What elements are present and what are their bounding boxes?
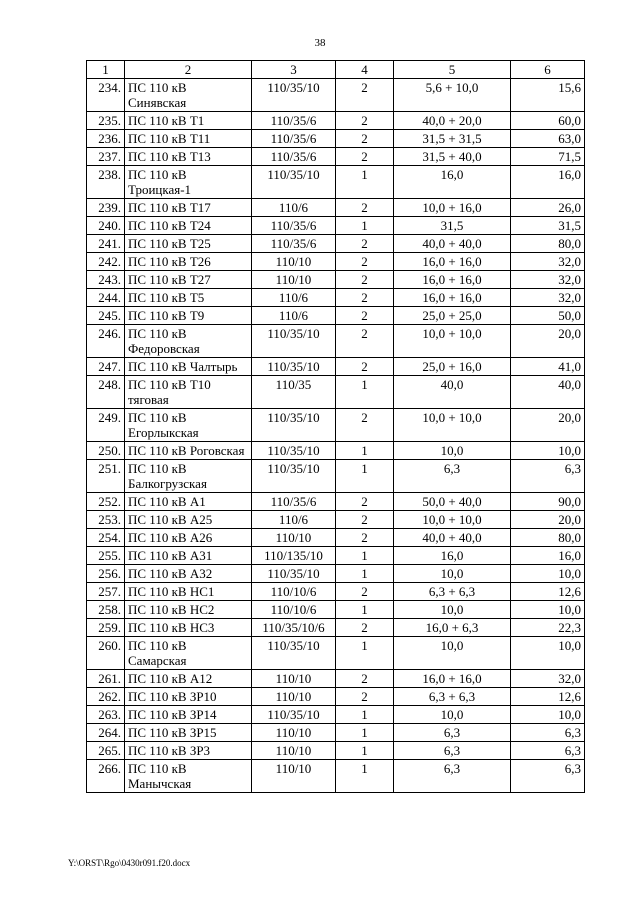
transformer-count-cell: 1 xyxy=(336,760,394,793)
table-header-row xyxy=(87,61,585,79)
transformer-power-cell: 6,3 xyxy=(394,742,511,760)
total-power-cell: 6,3 xyxy=(511,724,585,742)
row-number-cell: 241. xyxy=(87,235,125,253)
total-power-cell: 15,6 xyxy=(511,79,585,112)
table-row xyxy=(87,112,585,130)
transformer-power-cell: 10,0 + 10,0 xyxy=(394,325,511,358)
row-number-cell: 253. xyxy=(87,511,125,529)
transformer-count-cell: 2 xyxy=(336,358,394,376)
transformer-count-cell: 1 xyxy=(336,460,394,493)
voltage-class-cell: 110/6 xyxy=(252,199,336,217)
table-row xyxy=(87,442,585,460)
substation-name-cell: ПС 110 кВ А31 xyxy=(125,547,252,565)
table-row xyxy=(87,166,585,199)
header-col-6: 6 xyxy=(511,61,585,79)
header-col-1: 1 xyxy=(87,61,125,79)
transformer-power-cell: 31,5 xyxy=(394,217,511,235)
transformer-count-cell: 1 xyxy=(336,565,394,583)
table-row xyxy=(87,547,585,565)
row-number-cell: 251. xyxy=(87,460,125,493)
total-power-cell: 80,0 xyxy=(511,235,585,253)
total-power-cell: 31,5 xyxy=(511,217,585,235)
table-row xyxy=(87,409,585,442)
voltage-class-cell: 110/35/10 xyxy=(252,358,336,376)
transformer-power-cell: 6,3 xyxy=(394,760,511,793)
transformer-power-cell: 40,0 + 40,0 xyxy=(394,529,511,547)
row-number-cell: 264. xyxy=(87,724,125,742)
header-col-5: 5 xyxy=(394,61,511,79)
table-row xyxy=(87,601,585,619)
table-row xyxy=(87,670,585,688)
substation-name-cell: ПС 110 кВ Т13 xyxy=(125,148,252,166)
voltage-class-cell: 110/10/6 xyxy=(252,583,336,601)
voltage-class-cell: 110/35/6 xyxy=(252,148,336,166)
total-power-cell: 10,0 xyxy=(511,637,585,670)
row-number-cell: 237. xyxy=(87,148,125,166)
voltage-class-cell: 110/35/10 xyxy=(252,565,336,583)
substation-name-cell: ПС 110 кВ Т11 xyxy=(125,130,252,148)
voltage-class-cell: 110/35/10 xyxy=(252,325,336,358)
voltage-class-cell: 110/35/10 xyxy=(252,409,336,442)
table-row xyxy=(87,217,585,235)
row-number-cell: 245. xyxy=(87,307,125,325)
voltage-class-cell: 110/35 xyxy=(252,376,336,409)
table-row xyxy=(87,199,585,217)
transformer-count-cell: 2 xyxy=(336,409,394,442)
row-number-cell: 254. xyxy=(87,529,125,547)
transformer-power-cell: 6,3 + 6,3 xyxy=(394,688,511,706)
substation-name-cell: ПС 110 кВ НС2 xyxy=(125,601,252,619)
transformer-power-cell: 16,0 + 16,0 xyxy=(394,289,511,307)
substation-name-cell: ПС 110 кВ ЗР10 xyxy=(125,688,252,706)
voltage-class-cell: 110/6 xyxy=(252,289,336,307)
voltage-class-cell: 110/35/6 xyxy=(252,235,336,253)
voltage-class-cell: 110/35/10 xyxy=(252,706,336,724)
table-row xyxy=(87,724,585,742)
total-power-cell: 41,0 xyxy=(511,358,585,376)
table-row xyxy=(87,688,585,706)
substation-name-cell: ПС 110 кВ ЗР14 xyxy=(125,706,252,724)
transformer-count-cell: 2 xyxy=(336,307,394,325)
total-power-cell: 16,0 xyxy=(511,547,585,565)
row-number-cell: 239. xyxy=(87,199,125,217)
row-number-cell: 265. xyxy=(87,742,125,760)
table-row xyxy=(87,565,585,583)
transformer-power-cell: 16,0 + 16,0 xyxy=(394,271,511,289)
page-number: 38 xyxy=(314,37,326,49)
row-number-cell: 266. xyxy=(87,760,125,793)
transformer-count-cell: 2 xyxy=(336,289,394,307)
row-number-cell: 255. xyxy=(87,547,125,565)
total-power-cell: 26,0 xyxy=(511,199,585,217)
substation-name-cell: ПС 110 кВ Т24 xyxy=(125,217,252,235)
substation-name-cell: ПС 110 кВ Т10 тяговая xyxy=(125,376,252,409)
voltage-class-cell: 110/135/10 xyxy=(252,547,336,565)
total-power-cell: 90,0 xyxy=(511,493,585,511)
row-number-cell: 246. xyxy=(87,325,125,358)
table-row xyxy=(87,271,585,289)
table-row xyxy=(87,289,585,307)
transformer-count-cell: 2 xyxy=(336,529,394,547)
transformer-power-cell: 31,5 + 31,5 xyxy=(394,130,511,148)
transformer-power-cell: 31,5 + 40,0 xyxy=(394,148,511,166)
transformer-power-cell: 10,0 xyxy=(394,565,511,583)
transformer-count-cell: 1 xyxy=(336,442,394,460)
voltage-class-cell: 110/10 xyxy=(252,760,336,793)
row-number-cell: 243. xyxy=(87,271,125,289)
total-power-cell: 6,3 xyxy=(511,460,585,493)
substation-name-cell: ПС 110 кВ А26 xyxy=(125,529,252,547)
transformer-count-cell: 1 xyxy=(336,637,394,670)
voltage-class-cell: 110/10/6 xyxy=(252,601,336,619)
transformer-count-cell: 1 xyxy=(336,547,394,565)
total-power-cell: 6,3 xyxy=(511,742,585,760)
voltage-class-cell: 110/6 xyxy=(252,511,336,529)
row-number-cell: 242. xyxy=(87,253,125,271)
voltage-class-cell: 110/10 xyxy=(252,670,336,688)
table-row xyxy=(87,742,585,760)
table-row xyxy=(87,529,585,547)
substation-name-cell: ПС 110 кВ Самарская xyxy=(125,637,252,670)
row-number-cell: 261. xyxy=(87,670,125,688)
transformer-power-cell: 10,0 + 16,0 xyxy=(394,199,511,217)
file-path-footer: Y:\ORST\Rgo\0430r091.f20.docx xyxy=(68,858,191,868)
voltage-class-cell: 110/35/6 xyxy=(252,493,336,511)
row-number-cell: 256. xyxy=(87,565,125,583)
transformer-count-cell: 2 xyxy=(336,79,394,112)
transformer-power-cell: 6,3 xyxy=(394,724,511,742)
total-power-cell: 22,3 xyxy=(511,619,585,637)
total-power-cell: 10,0 xyxy=(511,565,585,583)
voltage-class-cell: 110/35/10/6 xyxy=(252,619,336,637)
substation-name-cell: ПС 110 кВ А25 xyxy=(125,511,252,529)
total-power-cell: 12,6 xyxy=(511,583,585,601)
row-number-cell: 262. xyxy=(87,688,125,706)
row-number-cell: 244. xyxy=(87,289,125,307)
table-row xyxy=(87,325,585,358)
substation-name-cell: ПС 110 кВ НС1 xyxy=(125,583,252,601)
voltage-class-cell: 110/35/10 xyxy=(252,460,336,493)
total-power-cell: 32,0 xyxy=(511,670,585,688)
substation-name-cell: ПС 110 кВ Синявская xyxy=(125,79,252,112)
transformer-count-cell: 2 xyxy=(336,670,394,688)
transformer-count-cell: 1 xyxy=(336,166,394,199)
substation-name-cell: ПС 110 кВ Т9 xyxy=(125,307,252,325)
substation-name-cell: ПС 110 кВ А32 xyxy=(125,565,252,583)
voltage-class-cell: 110/35/10 xyxy=(252,637,336,670)
substations-table xyxy=(86,60,585,793)
table-row xyxy=(87,637,585,670)
substation-name-cell: ПС 110 кВ Троицкая-1 xyxy=(125,166,252,199)
transformer-count-cell: 2 xyxy=(336,325,394,358)
voltage-class-cell: 110/10 xyxy=(252,529,336,547)
transformer-power-cell: 10,0 xyxy=(394,706,511,724)
row-number-cell: 252. xyxy=(87,493,125,511)
transformer-count-cell: 2 xyxy=(336,583,394,601)
substation-name-cell: ПС 110 кВ Егорлыкская xyxy=(125,409,252,442)
table-row xyxy=(87,307,585,325)
row-number-cell: 240. xyxy=(87,217,125,235)
row-number-cell: 257. xyxy=(87,583,125,601)
table-row xyxy=(87,460,585,493)
transformer-count-cell: 2 xyxy=(336,688,394,706)
transformer-count-cell: 2 xyxy=(336,253,394,271)
transformer-power-cell: 6,3 xyxy=(394,460,511,493)
row-number-cell: 236. xyxy=(87,130,125,148)
voltage-class-cell: 110/35/6 xyxy=(252,112,336,130)
transformer-power-cell: 10,0 xyxy=(394,601,511,619)
transformer-count-cell: 2 xyxy=(336,493,394,511)
total-power-cell: 40,0 xyxy=(511,376,585,409)
voltage-class-cell: 110/35/6 xyxy=(252,130,336,148)
row-number-cell: 258. xyxy=(87,601,125,619)
transformer-count-cell: 2 xyxy=(336,235,394,253)
table-row xyxy=(87,376,585,409)
row-number-cell: 235. xyxy=(87,112,125,130)
transformer-power-cell: 10,0 + 10,0 xyxy=(394,511,511,529)
total-power-cell: 32,0 xyxy=(511,271,585,289)
transformer-count-cell: 2 xyxy=(336,148,394,166)
total-power-cell: 10,0 xyxy=(511,706,585,724)
table-body xyxy=(87,79,585,793)
table-row xyxy=(87,706,585,724)
table-row xyxy=(87,583,585,601)
substation-name-cell: ПС 110 кВ ЗР3 xyxy=(125,742,252,760)
transformer-power-cell: 16,0 xyxy=(394,166,511,199)
transformer-power-cell: 25,0 + 16,0 xyxy=(394,358,511,376)
table-row xyxy=(87,760,585,793)
transformer-count-cell: 2 xyxy=(336,511,394,529)
substation-name-cell: ПС 110 кВ Чалтырь xyxy=(125,358,252,376)
voltage-class-cell: 110/10 xyxy=(252,271,336,289)
total-power-cell: 10,0 xyxy=(511,601,585,619)
voltage-class-cell: 110/35/10 xyxy=(252,442,336,460)
row-number-cell: 234. xyxy=(87,79,125,112)
total-power-cell: 80,0 xyxy=(511,529,585,547)
transformer-count-cell: 1 xyxy=(336,706,394,724)
voltage-class-cell: 110/10 xyxy=(252,688,336,706)
transformer-power-cell: 5,6 + 10,0 xyxy=(394,79,511,112)
transformer-power-cell: 6,3 + 6,3 xyxy=(394,583,511,601)
transformer-power-cell: 16,0 + 16,0 xyxy=(394,253,511,271)
row-number-cell: 247. xyxy=(87,358,125,376)
substation-name-cell: ПС 110 кВ А12 xyxy=(125,670,252,688)
voltage-class-cell: 110/35/6 xyxy=(252,217,336,235)
substation-name-cell: ПС 110 кВ Роговская xyxy=(125,442,252,460)
substation-name-cell: ПС 110 кВ ЗР15 xyxy=(125,724,252,742)
total-power-cell: 60,0 xyxy=(511,112,585,130)
transformer-power-cell: 40,0 + 40,0 xyxy=(394,235,511,253)
transformer-power-cell: 40,0 + 20,0 xyxy=(394,112,511,130)
substation-name-cell: ПС 110 кВ Федоровская xyxy=(125,325,252,358)
transformer-power-cell: 10,0 xyxy=(394,637,511,670)
row-number-cell: 250. xyxy=(87,442,125,460)
transformer-power-cell: 10,0 xyxy=(394,442,511,460)
transformer-count-cell: 2 xyxy=(336,112,394,130)
voltage-class-cell: 110/35/10 xyxy=(252,79,336,112)
substation-name-cell: ПС 110 кВ Т25 xyxy=(125,235,252,253)
table-row xyxy=(87,130,585,148)
transformer-power-cell: 10,0 + 10,0 xyxy=(394,409,511,442)
transformer-power-cell: 16,0 xyxy=(394,547,511,565)
voltage-class-cell: 110/10 xyxy=(252,724,336,742)
total-power-cell: 71,5 xyxy=(511,148,585,166)
voltage-class-cell: 110/35/10 xyxy=(252,166,336,199)
table-row xyxy=(87,253,585,271)
total-power-cell: 10,0 xyxy=(511,442,585,460)
total-power-cell: 63,0 xyxy=(511,130,585,148)
transformer-power-cell: 40,0 xyxy=(394,376,511,409)
total-power-cell: 32,0 xyxy=(511,289,585,307)
transformer-count-cell: 2 xyxy=(336,199,394,217)
row-number-cell: 248. xyxy=(87,376,125,409)
transformer-power-cell: 16,0 + 16,0 xyxy=(394,670,511,688)
total-power-cell: 20,0 xyxy=(511,511,585,529)
transformer-count-cell: 1 xyxy=(336,742,394,760)
substation-name-cell: ПС 110 кВ Т17 xyxy=(125,199,252,217)
voltage-class-cell: 110/6 xyxy=(252,307,336,325)
header-col-3: 3 xyxy=(252,61,336,79)
table-row xyxy=(87,79,585,112)
total-power-cell: 12,6 xyxy=(511,688,585,706)
total-power-cell: 16,0 xyxy=(511,166,585,199)
transformer-count-cell: 2 xyxy=(336,130,394,148)
row-number-cell: 249. xyxy=(87,409,125,442)
row-number-cell: 260. xyxy=(87,637,125,670)
table-row xyxy=(87,358,585,376)
transformer-count-cell: 1 xyxy=(336,217,394,235)
voltage-class-cell: 110/10 xyxy=(252,742,336,760)
row-number-cell: 238. xyxy=(87,166,125,199)
transformer-power-cell: 16,0 + 6,3 xyxy=(394,619,511,637)
transformer-count-cell: 2 xyxy=(336,619,394,637)
total-power-cell: 50,0 xyxy=(511,307,585,325)
transformer-power-cell: 50,0 + 40,0 xyxy=(394,493,511,511)
transformer-power-cell: 25,0 + 25,0 xyxy=(394,307,511,325)
table-row xyxy=(87,493,585,511)
transformer-count-cell: 1 xyxy=(336,601,394,619)
voltage-class-cell: 110/10 xyxy=(252,253,336,271)
header-col-2: 2 xyxy=(125,61,252,79)
header-col-4: 4 xyxy=(336,61,394,79)
transformer-count-cell: 1 xyxy=(336,724,394,742)
substation-name-cell: ПС 110 кВ А1 xyxy=(125,493,252,511)
transformer-count-cell: 1 xyxy=(336,376,394,409)
substation-name-cell: ПС 110 кВ Т26 xyxy=(125,253,252,271)
total-power-cell: 32,0 xyxy=(511,253,585,271)
total-power-cell: 20,0 xyxy=(511,409,585,442)
substation-name-cell: ПС 110 кВ Манычская xyxy=(125,760,252,793)
table-row xyxy=(87,148,585,166)
substation-name-cell: ПС 110 кВ Т5 xyxy=(125,289,252,307)
table-row xyxy=(87,511,585,529)
substation-name-cell: ПС 110 кВ Т27 xyxy=(125,271,252,289)
total-power-cell: 20,0 xyxy=(511,325,585,358)
substation-name-cell: ПС 110 кВ Балкогрузская xyxy=(125,460,252,493)
table-row xyxy=(87,619,585,637)
row-number-cell: 263. xyxy=(87,706,125,724)
substation-name-cell: ПС 110 кВ Т1 xyxy=(125,112,252,130)
row-number-cell: 259. xyxy=(87,619,125,637)
table-row xyxy=(87,235,585,253)
transformer-count-cell: 2 xyxy=(336,271,394,289)
substation-name-cell: ПС 110 кВ НС3 xyxy=(125,619,252,637)
total-power-cell: 6,3 xyxy=(511,760,585,793)
